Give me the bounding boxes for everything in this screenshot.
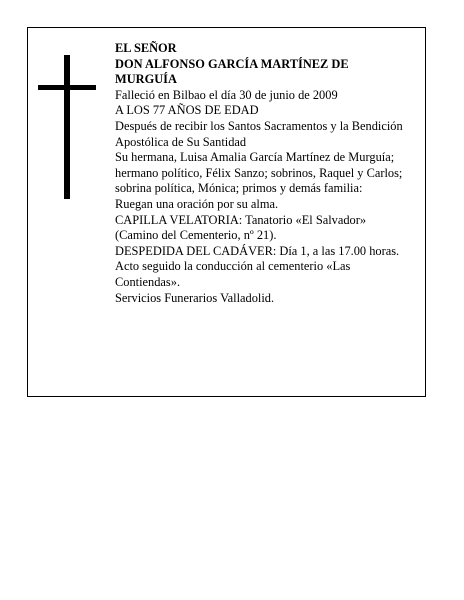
funeral-services: Servicios Funerarios Valladolid.: [115, 290, 275, 305]
sacraments-line: Después de recibir los Santos Sacramentos y la Bendición Apostólica de Su Santidad: [115, 118, 403, 149]
deceased-name: DON ALFONSO GARCÍA MARTÍNEZ DE MURGUÍA: [115, 56, 349, 87]
cross-vertical-bar: [64, 55, 70, 199]
title-honorific: EL SEÑOR: [115, 41, 177, 55]
prayer-request: Ruegan una oración por su alma.: [115, 196, 279, 211]
obituary-text: [115, 41, 411, 306]
cross-icon: [38, 55, 96, 199]
farewell-info: DESPEDIDA DEL CADÁVER: Día 1, a las 17.00 horas. Acto seguido la conducción al cementerio «Las Contiendas».: [115, 243, 400, 289]
obituary-notice: [27, 27, 426, 397]
chapel-info: CAPILLA VELATORIA: Tanatorio «El Salvador» (Camino del Cementerio, nº 21).: [115, 212, 367, 243]
cross-horizontal-bar: [38, 85, 96, 90]
age-line: A LOS 77 AÑOS DE EDAD: [115, 103, 259, 118]
family-line: Su hermana, Luisa Amalia García Martínez de Murguía; hermano político, Félix Sanzo; sobrinos, Raquel y Carlos; sobrina política, Mónica; primos y demás familia:: [115, 150, 403, 196]
death-place-date: Falleció en Bilbao el día 30 de junio de 2009: [115, 87, 338, 102]
